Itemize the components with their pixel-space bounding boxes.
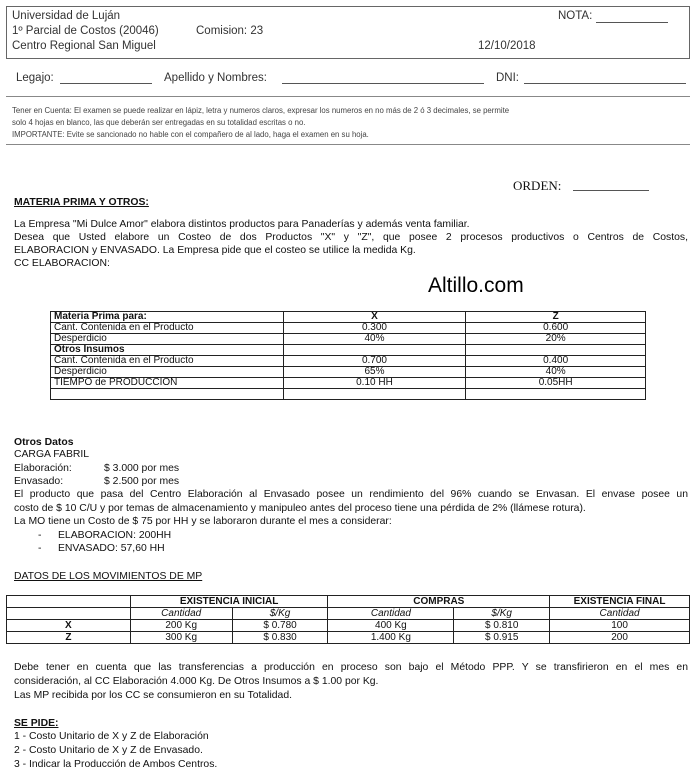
table-row xyxy=(7,632,690,644)
carga-fabril: CARGA FABRIL xyxy=(14,449,90,460)
instruction-line: solo 4 hojas en blanco, las que deberán ser entregadas en su totalidad escritas o no. xyxy=(12,118,306,127)
elab-value: $ 3.000 por mes xyxy=(104,463,180,474)
bullet-item: ELABORACION: 200HH xyxy=(58,530,172,541)
table-cell: Cant. Contenida en el Producto xyxy=(51,356,284,367)
table-cell: 0.05HH xyxy=(466,378,646,389)
table-cell xyxy=(283,345,466,356)
table-cell: $ 0.830 xyxy=(232,632,328,644)
table-cell xyxy=(7,608,131,620)
instruction-line: Tener en Cuenta: El examen se puede realizar en lápiz, letra y numeros claros, expresar los numeros en no más de 2 ó 3 decimales, se permite xyxy=(12,106,510,115)
table-cell: 200 xyxy=(550,632,690,644)
table-row xyxy=(51,378,646,389)
university-name: Universidad de Luján xyxy=(12,10,121,22)
exam-date: 12/10/2018 xyxy=(478,40,536,52)
watermark: Altillo.com xyxy=(428,274,524,297)
instruction-line: IMPORTANTE: Evite se sancionado no hable con el compañero de al lado, haga el examen en su hoja. xyxy=(12,130,369,139)
intro-line: Desea que Usted elabore un Costeo de dos Productos "X" y "Z", que posee 2 procesos productivos o Centros de Costos, xyxy=(14,232,688,243)
name-label: Apellido y Nombres: xyxy=(164,72,267,84)
bullet-dash: - xyxy=(38,543,42,554)
table-cell: X xyxy=(7,620,131,632)
table-header-row xyxy=(51,312,646,323)
table-cell xyxy=(466,345,646,356)
section-title: MATERIA PRIMA Y OTROS: xyxy=(14,197,149,208)
table-header-cell: Materia Prima para: xyxy=(51,312,284,323)
table-cell: 0.400 xyxy=(466,356,646,367)
table-header-cell: EXISTENCIA INICIAL xyxy=(130,596,328,608)
closing-line: consideración, al CC Elaboración 4.000 Kg. De Otros Insumos a $ 1.00 por Kg. xyxy=(14,676,379,687)
bullet-item: ENVASADO: 57,60 HH xyxy=(58,543,165,554)
table-subheader-cell: $/Kg xyxy=(232,608,328,620)
intro-line: ELABORACION y ENVASADO. La Empresa pide que el costeo se utilice la medida Kg. xyxy=(14,245,416,256)
orden-line xyxy=(573,180,649,191)
pide-item: 1 - Costo Unitario de X y Z de Elaboración xyxy=(14,731,209,742)
table-subheader-cell: Cantidad xyxy=(550,608,690,620)
table-cell: 0.300 xyxy=(283,323,466,334)
table-cell: TIEMPO de PRODUCCION xyxy=(51,378,284,389)
legajo-field[interactable] xyxy=(60,73,152,84)
env-value: $ 2.500 por mes xyxy=(104,476,180,487)
table-subheader-row xyxy=(7,608,690,620)
materia-prima-table xyxy=(50,311,646,400)
section-title: DATOS DE LOS MOVIMIENTOS DE MP xyxy=(14,571,203,582)
dni-label: DNI: xyxy=(496,72,519,84)
table-cell: Desperdicio xyxy=(51,367,284,378)
table-cell: 20% xyxy=(466,334,646,345)
table-row xyxy=(51,367,646,378)
table-subheader-cell: Cantidad xyxy=(328,608,454,620)
table-header-cell: EXISTENCIA FINAL xyxy=(550,596,690,608)
intro-line: CC ELABORACION: xyxy=(14,258,110,269)
table-cell: 0.10 HH xyxy=(283,378,466,389)
elab-label: Elaboración: xyxy=(14,463,72,474)
otros-line: El producto que pasa del Centro Elaboración al Envasado posee un rendimiento del 96% cuando se Envasan. El envase posee un xyxy=(14,489,688,500)
pide-item: 3 - Indicar la Producción de Ambos Centros. xyxy=(14,759,218,770)
closing-line: Debe tener en cuenta que las transferencias a producción en proceso son bajo el Método PPP. Y se transfirieron en el mes en xyxy=(14,662,688,673)
orden-label: ORDEN: xyxy=(513,178,562,193)
table-cell: Cant. Contenida en el Producto xyxy=(51,323,284,334)
table-cell: 200 Kg xyxy=(130,620,232,632)
table-cell: 100 xyxy=(550,620,690,632)
table-row xyxy=(51,323,646,334)
regional-center: Centro Regional San Miguel xyxy=(12,40,156,52)
table-cell: $ 0.810 xyxy=(454,620,550,632)
movimientos-table xyxy=(6,595,690,644)
table-header-cell: COMPRAS xyxy=(328,596,550,608)
table-row xyxy=(51,334,646,345)
otros-title: Otros Datos xyxy=(14,437,74,448)
table-cell: Desperdicio xyxy=(51,334,284,345)
table-cell xyxy=(51,389,284,400)
legajo-label: Legajo: xyxy=(16,72,54,84)
table-cell: Z xyxy=(7,632,131,644)
table-row xyxy=(7,620,690,632)
dni-field[interactable] xyxy=(524,73,686,84)
table-cell xyxy=(283,389,466,400)
grade-label: NOTA: xyxy=(558,10,593,22)
table-row xyxy=(51,345,646,356)
table-subheader-cell: Cantidad xyxy=(130,608,232,620)
name-field[interactable] xyxy=(282,73,484,84)
table-header-cell: Z xyxy=(466,312,646,323)
otros-line: La MO tiene un Costo de $ 75 por HH y se laboraron durante el mes a considerar: xyxy=(14,516,392,527)
exam-title: 1º Parcial de Costos (20046) xyxy=(12,25,159,37)
table-header-cell: X xyxy=(283,312,466,323)
grade-line xyxy=(596,12,668,23)
table-cell: 0.600 xyxy=(466,323,646,334)
commission: Comision: 23 xyxy=(196,25,264,37)
table-cell: 65% xyxy=(283,367,466,378)
bullet-dash: - xyxy=(38,530,42,541)
table-cell xyxy=(466,389,646,400)
table-cell: 400 Kg xyxy=(328,620,454,632)
table-cell: $ 0.915 xyxy=(454,632,550,644)
table-cell xyxy=(7,596,131,608)
table-cell: 40% xyxy=(283,334,466,345)
table-cell: $ 0.780 xyxy=(232,620,328,632)
otros-line: costo de $ 10 C/U y por temas de almacenamiento y manipuleo antes del proceso tiene una pérdida de 2% (llámese rotura). xyxy=(14,503,586,514)
pide-item: 2 - Costo Unitario de X y Z de Envasado. xyxy=(14,745,203,756)
table-cell: 300 Kg xyxy=(130,632,232,644)
table-subheader-cell: $/Kg xyxy=(454,608,550,620)
table-row xyxy=(51,389,646,400)
table-cell: 0.700 xyxy=(283,356,466,367)
table-header-row xyxy=(7,596,690,608)
table-cell: 40% xyxy=(466,367,646,378)
table-row xyxy=(51,356,646,367)
pide-title: SE PIDE: xyxy=(14,718,59,729)
intro-line: La Empresa "Mi Dulce Amor" elabora distintos productos para Panaderías y además venta familiar. xyxy=(14,219,470,230)
table-cell: Otros Insumos xyxy=(51,345,284,356)
closing-line: Las MP recibida por los CC se consumieron en su Totalidad. xyxy=(14,690,292,701)
table-cell: 1.400 Kg xyxy=(328,632,454,644)
env-label: Envasado: xyxy=(14,476,64,487)
